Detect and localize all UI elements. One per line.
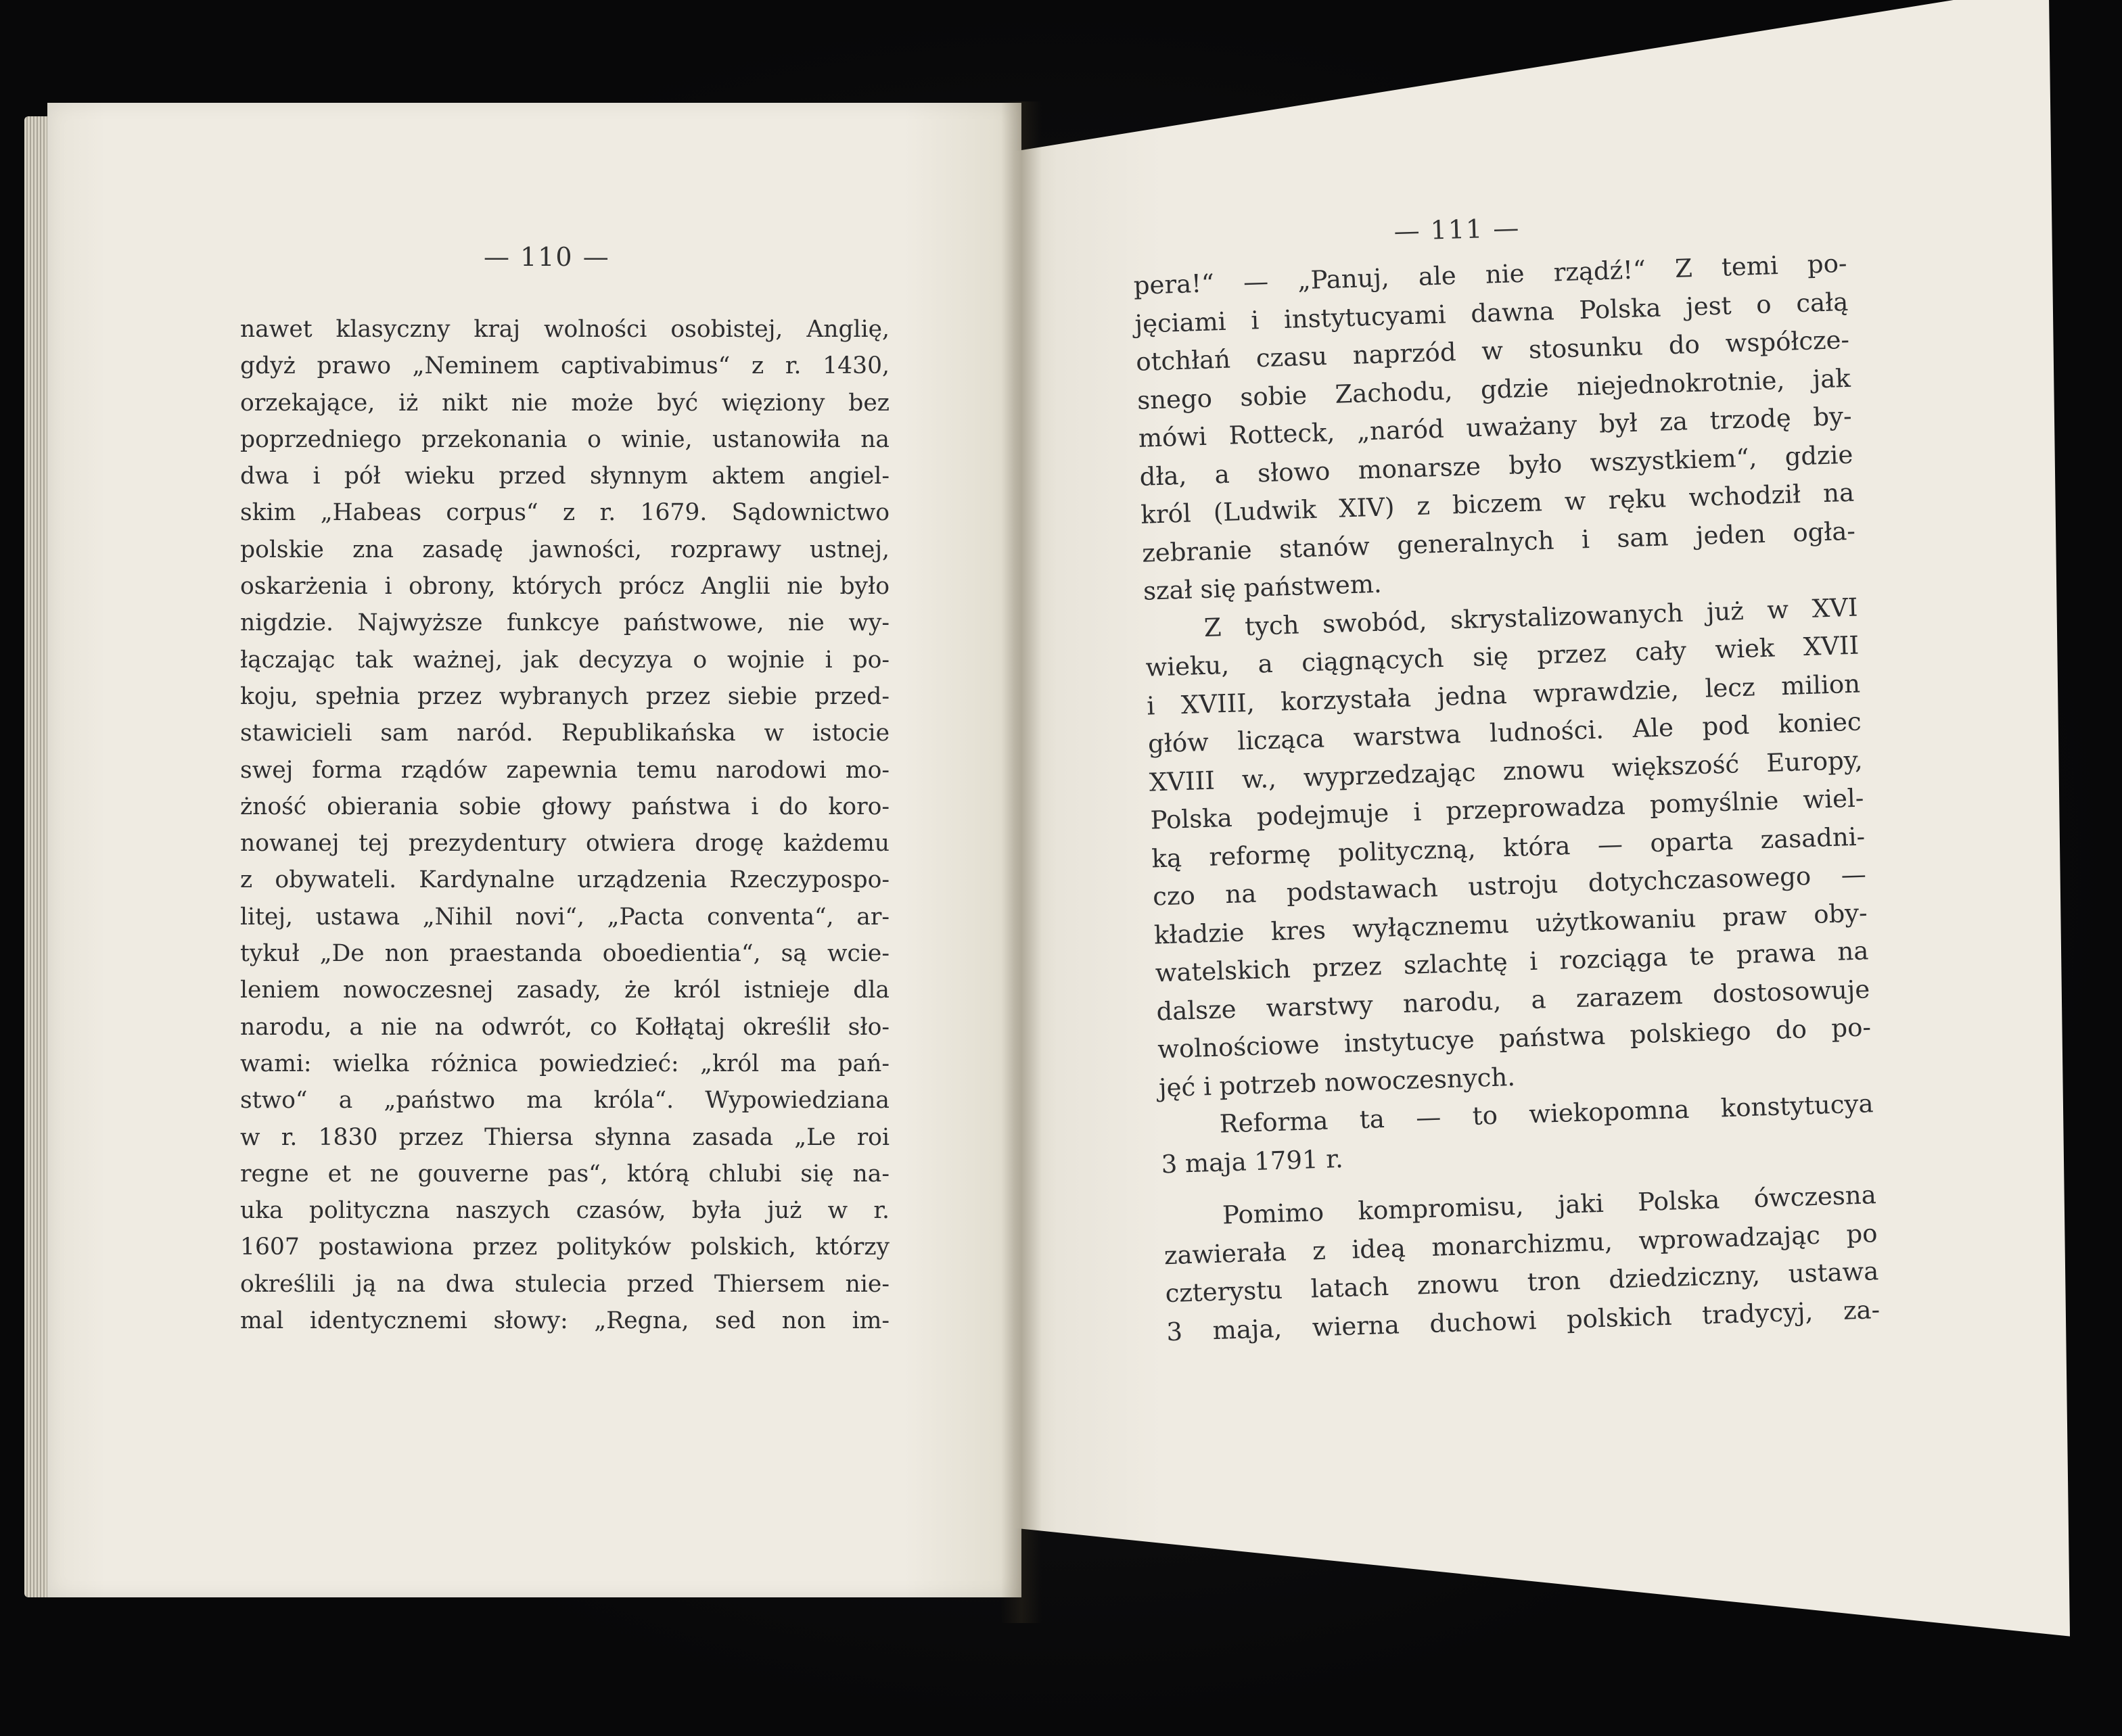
text-line: nowanej tej prezydentury otwiera drogę każdemu <box>240 830 890 858</box>
text-line: tykuł „De non praestanda oboedientia“, są wcie- <box>240 940 890 968</box>
text-line: głów licząca warstwa ludności. Ale pod koniec <box>1147 707 1862 759</box>
text-line: leniem nowoczesnej zasady, że król istnieje dla <box>240 977 890 1004</box>
paragraph-start: Z tych swobód, skrystalizowanych już w XVI <box>1203 592 1858 642</box>
text-line: w r. 1830 przez Thiersa słynna zasada „Le roi <box>240 1123 890 1151</box>
text-line: wieku, a ciągnących się przez cały wiek XVII <box>1145 630 1860 682</box>
text-line: dalsze warstwy narodu, a zarazem dostosowuje <box>1155 974 1870 1026</box>
text-line: uka polityczna naszych czasów, była już w r. <box>240 1197 890 1225</box>
left-page-text <box>240 311 890 1339</box>
text-line: mal identycznemi słowy: „Regna, sed non im- <box>240 1307 890 1335</box>
text-line: dwa i pół wieku przed słynnym aktem angiel- <box>240 463 890 490</box>
left-page-number: — 110 — <box>484 242 610 272</box>
text-line: stawicieli sam naród. Republikańska w istocie <box>240 720 890 747</box>
text-line: poprzedniego przekonania o winie, ustanowiła na <box>240 425 890 453</box>
text-line: łączając tak ważnej, jak decyzya o wojnie i po- <box>240 646 890 674</box>
text-line: otchłań czasu naprzód w stosunku do współcze- <box>1135 325 1850 377</box>
text-line: zawierała z ideą monarchizmu, wprowadzając po <box>1163 1218 1878 1270</box>
text-line: czo na podstawach ustroju dotychczasowego — <box>1152 860 1867 912</box>
text-line: 3 maja, wierna duchowi polskich tradycyj, za- <box>1166 1294 1881 1346</box>
text-line: i XVIII, korzystała jedna wprawdzie, lecz milion <box>1146 669 1861 721</box>
text-line: wolnościowe instytucye państwa polskiego do po- <box>1157 1012 1872 1064</box>
book-gutter <box>1001 101 1042 1623</box>
text-line: narodu, a nie na odwrót, co Kołłątaj określił sło- <box>240 1013 890 1041</box>
text-line: stwo“ a „państwo ma króla“. Wypowiedziana <box>240 1087 890 1115</box>
right-page-text <box>1133 245 1881 1351</box>
paragraph-start: Reforma ta — to wiekopomna konstytucya <box>1219 1089 1874 1139</box>
text-line: żność obierania sobie głowy państwa i do koro- <box>240 793 890 820</box>
text-line: jęć i potrzeb nowoczesnych. <box>1158 1062 1516 1102</box>
text-line: jęciami i instytucyami dawna Polska jest o całą <box>1134 287 1849 339</box>
text-line: litej, ustawa „Nihil novi“, „Pacta conventa“, ar- <box>240 903 890 931</box>
text-line: mówi Rotteck, „naród uważany był za trzodę by- <box>1138 401 1853 453</box>
right-page-number: — 111 — <box>1393 212 1521 246</box>
text-line: kładzie kres wyłącznemu użytkowaniu praw oby- <box>1153 897 1868 950</box>
text-line: oskarżenia i obrony, których prócz Anglii nie było <box>240 573 890 601</box>
text-line: 3 maja 1791 r. <box>1161 1144 1344 1179</box>
text-line: orzekające, iż nikt nie może być więziony bez <box>240 389 890 417</box>
text-line: 1607 postawiona przez polityków polskich, którzy <box>240 1234 890 1261</box>
text-line: określili ją na dwa stulecia przed Thiersem nie- <box>240 1270 890 1298</box>
text-line: ką reformę polityczną, która — oparta zasadni- <box>1151 821 1866 874</box>
text-line: gdyż prawo „Neminem captivabimus“ z r. 1430, <box>240 352 890 380</box>
text-line: swej forma rządów zapewnia temu narodowi mo- <box>240 756 890 784</box>
text-line: nigdzie. Najwyższe funkcye państwowe, nie wy- <box>240 609 890 637</box>
text-line: nawet klasyczny kraj wolności osobistej, Anglię, <box>240 316 890 343</box>
text-line: polskie zna zasadę jawności, rozprawy ustnej, <box>240 536 890 563</box>
text-line: zebranie stanów generalnych i sam jeden ogła- <box>1141 516 1856 568</box>
text-line: snego sobie Zachodu, gdzie niejednokrotnie, jak <box>1136 363 1851 415</box>
text-line: czterystu latach znowu tron dziedziczny, ustawa <box>1165 1257 1879 1309</box>
text-line: szał się państwem. <box>1143 569 1383 606</box>
text-line: wami: wielka różnica powiedzieć: „król ma pań- <box>240 1050 890 1077</box>
text-line: król (Ludwik XIV) z biczem w ręku wchodził na <box>1140 477 1855 530</box>
text-line: pera!“ — „Panuj, ale nie rządź!“ Z temi po- <box>1133 248 1848 300</box>
paragraph-start: Pomimo kompromisu, jaki Polska ówczesna <box>1222 1180 1877 1230</box>
text-line: dła, a słowo monarsze było wszystkiem“, gdzie <box>1139 440 1853 492</box>
text-line: skim „Habeas corpus“ z r. 1679. Sądownictwo <box>240 499 890 527</box>
text-line: Polska podejmuje i przeprowadza pomyślnie wiel- <box>1150 783 1864 835</box>
text-line: watelskich przez szlachtę i rozciąga te prawa na <box>1155 936 1869 988</box>
text-line: koju, spełnia przez wybranych przez siebie przed- <box>240 682 890 710</box>
text-line: z obywateli. Kardynalne urządzenia Rzeczypospo- <box>240 866 890 894</box>
text-line: XVIII w., wyprzedzając znowu większość Europy, <box>1149 745 1864 797</box>
text-line: regne et ne gouverne pas“, którą chlubi się na- <box>240 1160 890 1188</box>
